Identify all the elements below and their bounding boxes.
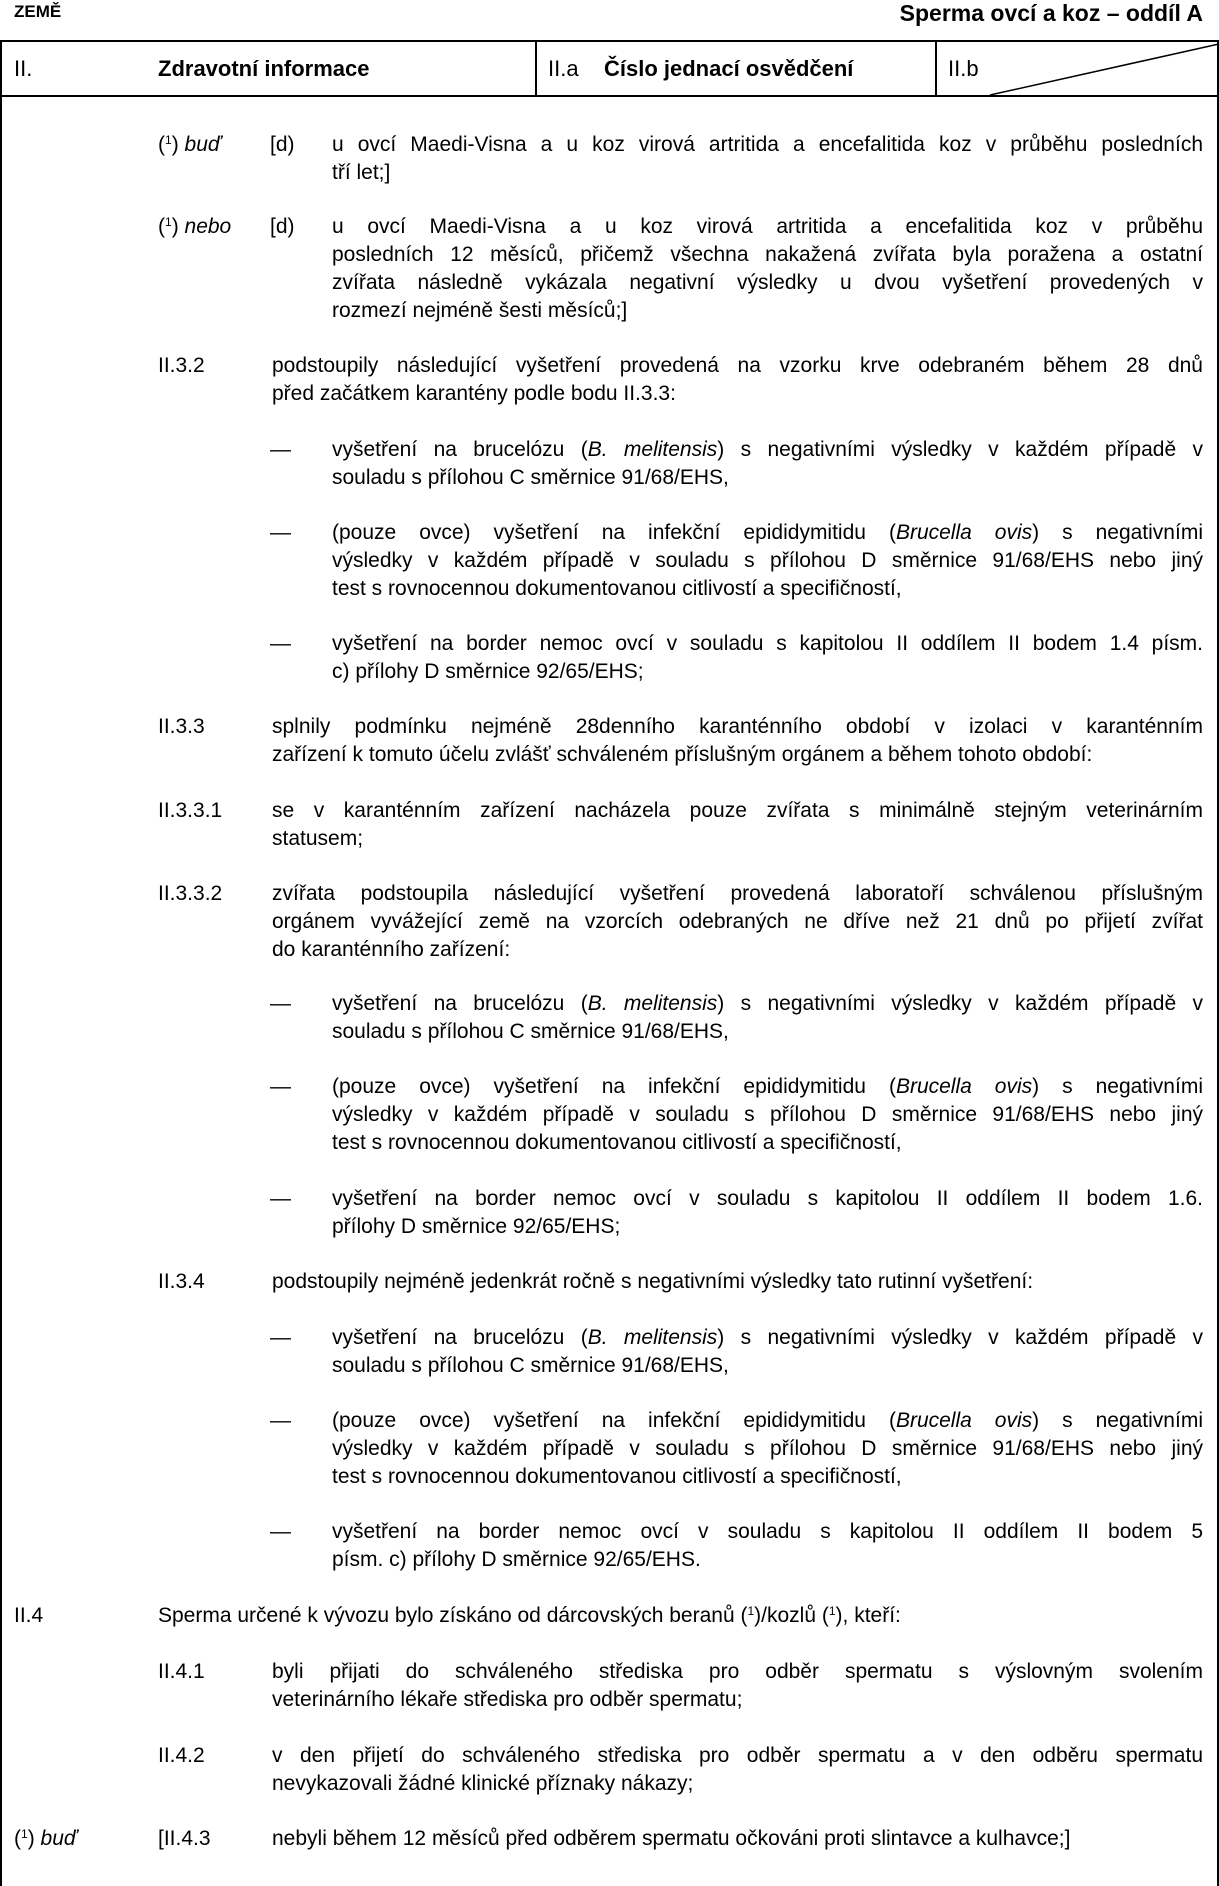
dash-bullet: —: [270, 1520, 291, 1543]
paragraph-ii34: podstoupily nejméně jedenkrát ročně s negativními výsledky tato rutinní vyšetření:: [272, 1270, 1034, 1293]
item-number: II.4.1: [158, 1660, 205, 1683]
header-diagonal-line: [0, 42, 1219, 95]
iib-label: II.b: [948, 56, 979, 81]
dash-bullet: —: [270, 992, 291, 1015]
dash-bullet: —: [270, 632, 291, 655]
item-number: II.4.2: [158, 1744, 205, 1767]
dash-bullet: —: [270, 1075, 291, 1098]
dash-bullet: —: [270, 438, 291, 461]
paragraph-border-1: vyšetření na border nemoc ovcí v souladu s kapitolou II oddílem II bodem 1.4 písm. c) přílohy D směrnice 92/65/EHS;: [332, 632, 1203, 683]
footnote-ref: 1: [165, 133, 172, 147]
item-number: II.3.3.1: [158, 799, 223, 822]
header-divider-2: [935, 42, 937, 95]
dash-bullet: —: [270, 1409, 291, 1432]
paragraph-ii332: zvířata podstoupila následující vyšetření provedená laboratoří schválenou příslušným orgánem vyvážející země na vzorcích odebraných ne dříve než 21 dnů po přijetí zvířat do karanténního zařízení:: [272, 882, 1203, 961]
footnote-ref: 1: [747, 1604, 755, 1618]
paragraph-ii43: nebyli během 12 měsíců před odběrem spermatu očkováni proti slintavce a kulhavce;]: [272, 1827, 1071, 1850]
reference-number-heading: Číslo jednací osvědčení: [604, 56, 854, 81]
paragraph-nebo1: u ovcí Maedi-Visna a u koz virová artritida a encefalitida koz v průběhu posledních 12 měsíců, přičemž všechna nakažená zvířata byla poražena a ostatní zvířata následně vykázala negativní výsledky u dvou vyšetření provedených v rozmezí nejméně šesti měsíců;]: [332, 215, 1203, 322]
item-number: II.3.3: [158, 715, 205, 738]
paragraph-ii32: podstoupily následující vyšetření provedená na vzorku krve odebraném během 28 dnů před začátkem karantény podle bodu II.3.3:: [272, 354, 1203, 405]
paragraph-border-3: vyšetření na border nemoc ovcí v souladu s kapitolou II oddílem II bodem 5 písm. c) přílohy D směrnice 92/65/EHS.: [332, 1520, 1203, 1571]
paragraph-ii331: se v karanténním zařízení nacházela pouze zvířata s minimálně stejným veterinárním statusem;: [272, 799, 1203, 850]
paragraph-ii33: splnily podmínku nejméně 28denního karanténního období v izolaci v karanténním zařízení k tomuto účelu zvlášť schváleném příslušným orgánem a během tohoto období:: [272, 715, 1203, 766]
footnote-ref: 1: [21, 1827, 28, 1841]
option-or-label: ($^1$) nebo: [158, 215, 232, 238]
section-number: II.: [14, 56, 33, 81]
frame-left-border: [0, 95, 2, 1886]
dash-bullet: —: [270, 521, 291, 544]
item-number: II.3.2: [158, 354, 205, 377]
paragraph-brucella-ovis-3: (pouze ovce) vyšetření na infekční epididymitidu (Brucella ovis) s negativními výsledky v každém případě v souladu s přílohou D směrnice 91/68/EHS nebo jiný test s rovnocennou dokumentovanou citlivostí a specifičností,: [332, 1409, 1203, 1488]
option-either-label: ($^1$) buď: [158, 133, 221, 156]
item-number: II.3.3.2: [158, 882, 223, 905]
section-title: Sperma ovcí a koz – oddíl A: [899, 0, 1203, 26]
section-heading: Zdravotní informace: [158, 56, 370, 81]
option-tag: [d): [270, 215, 295, 238]
paragraph-brucellosis-2: vyšetření na brucelózu (B. melitensis) s negativními výsledky v každém případě v souladu s přílohou C směrnice 91/68/EHS,: [332, 992, 1203, 1043]
paragraph-brucella-ovis-2: (pouze ovce) vyšetření na infekční epididymitidu (Brucella ovis) s negativními výsledky v každém případě v souladu s přílohou D směrnice 91/68/EHS nebo jiný test s rovnocennou dokumentovanou citlivostí a specifičností,: [332, 1075, 1203, 1154]
footnote-ref: 1: [165, 215, 172, 229]
paragraph-bud1: u ovcí Maedi-Visna a u koz virová artritida a encefalitida koz v průběhu posledních tří let;]: [332, 133, 1203, 184]
option-either-label: ($^1$) buď: [14, 1827, 77, 1850]
paragraph-border-2: vyšetření na border nemoc ovcí v souladu s kapitolou II oddílem II bodem 1.6. přílohy D směrnice 92/65/EHS;: [332, 1187, 1203, 1238]
dash-bullet: —: [270, 1326, 291, 1349]
item-number: II.3.4: [158, 1270, 205, 1293]
iia-label: II.a: [548, 56, 579, 81]
paragraph-brucella-ovis-1: (pouze ovce) vyšetření na infekční epididymitidu (Brucella ovis) s negativními výsledky v každém případě v souladu s přílohou D směrnice 91/68/EHS nebo jiný test s rovnocennou dokumentovanou citlivostí a specifičností,: [332, 521, 1203, 600]
footnote-ref: 1: [828, 1604, 836, 1618]
paragraph-ii4: Sperma určené k vývozu bylo získáno od dárcovských beranů ($^1$)/kozlů ($^1$), kteří:: [158, 1604, 901, 1627]
country-label: ZEMĚ: [14, 2, 62, 21]
paragraph-brucellosis-3: vyšetření na brucelózu (B. melitensis) s negativními výsledky v každém případě v souladu s přílohou C směrnice 91/68/EHS,: [332, 1326, 1203, 1377]
paragraph-ii41: byli přijati do schváleného střediska pro odběr spermatu s výslovným svolením veterinárního lékaře střediska pro odběr spermatu;: [272, 1660, 1203, 1711]
item-number: [II.4.3: [158, 1827, 211, 1850]
paragraph-ii42: v den přijetí do schváleného střediska pro odběr spermatu a v den odběru spermatu nevykazovali žádné klinické příznaky nákazy;: [272, 1744, 1203, 1795]
header-divider-1: [535, 42, 537, 95]
header-border-left: [0, 42, 2, 95]
option-tag: [d): [270, 133, 295, 156]
paragraph-brucellosis-1: vyšetření na brucelózu (B. melitensis) s negativními výsledky v každém případě v souladu s přílohou C směrnice 91/68/EHS,: [332, 438, 1203, 489]
header-table-row: [0, 42, 1219, 97]
dash-bullet: —: [270, 1187, 291, 1210]
item-number: II.4: [14, 1604, 44, 1627]
